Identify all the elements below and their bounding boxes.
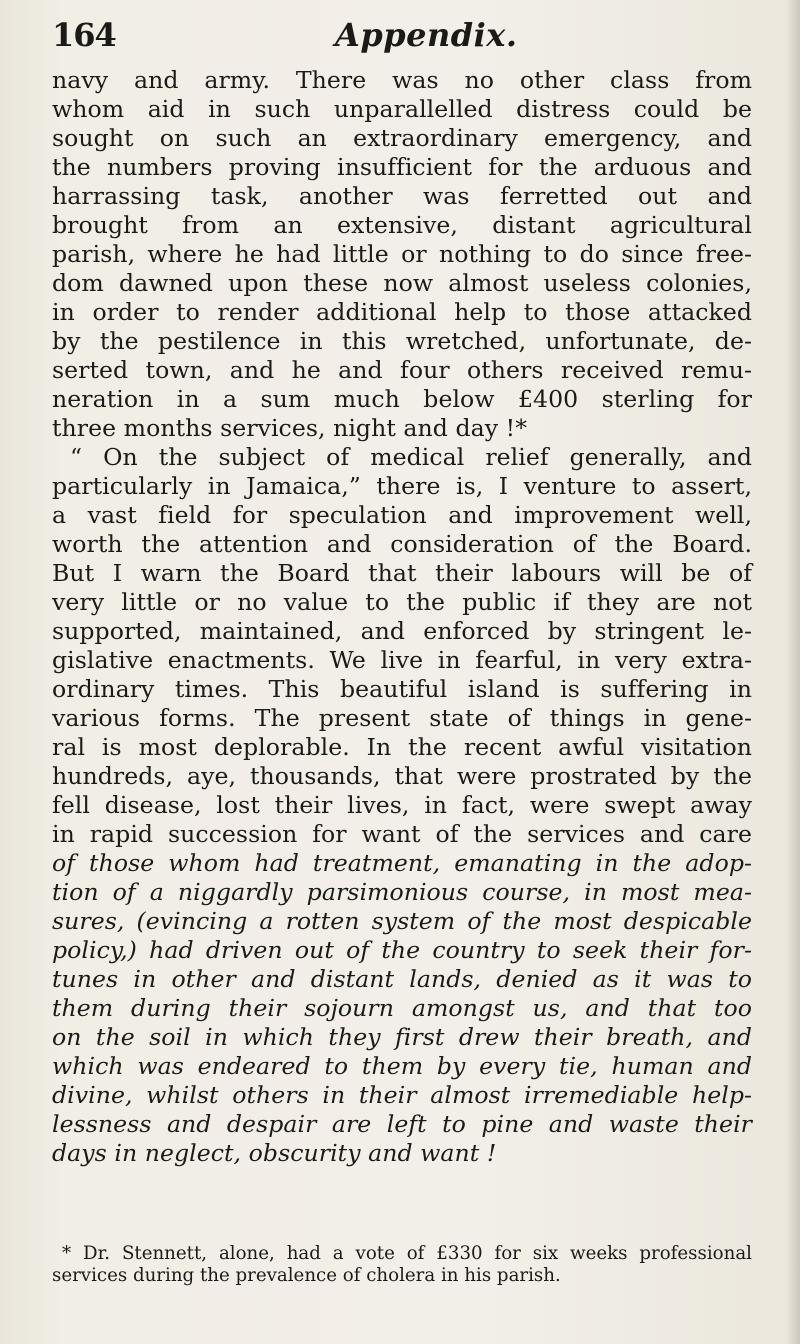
text-line: of those whom had treatment, emanating in the adop- [52,849,752,877]
text-line: policy,) had driven out of the country to seek their for- [52,936,752,964]
footnote [52,1243,752,1287]
text-line: in order to render additional help to those attacked [52,298,752,326]
text-line: navy and army. There was no other class from [52,66,752,94]
text-line: serted town, and he and four others received remu- [52,356,752,384]
text-line: ordinary times. This beautiful island is suffering in [52,675,752,703]
body-text [52,66,752,1168]
text-line: tunes in other and distant lands, denied as it was to [52,965,752,993]
page-header [52,10,752,60]
text-line: gislative enactments. We live in fearful, in very extra- [52,646,752,674]
text-line: ral is most deplorable. In the recent awful visitation [52,733,752,761]
text-line: in rapid succession for want of the services and care [52,820,752,848]
text-line: hundreds, aye, thousands, that were prostrated by the [52,762,752,790]
text-line: lessness and despair are left to pine and waste their [52,1110,752,1138]
text-line: brought from an extensive, distant agricultural [52,211,752,239]
text-line: divine, whilst others in their almost irremediable help- [52,1081,752,1109]
text-line: tion of a niggardly parsimonious course, in most mea- [52,878,752,906]
text-line: various forms. The present state of things in gene- [52,704,752,732]
text-line: sought on such an extraordinary emergency, and [52,124,752,152]
running-head: Appendix. [335,16,518,54]
footnote-line: services during the prevalence of cholera in his parish. [52,1265,561,1286]
text-line: days in neglect, obscurity and want ! [52,1139,497,1167]
text-line: three months services, night and day !* [52,414,528,442]
page-edge-shadow [786,0,800,1344]
text-line: whom aid in such unparallelled distress could be [52,95,752,123]
text-line: the numbers proving insufficient for the arduous and [52,153,752,181]
text-line: neration in a sum much below £400 sterling for [52,385,752,413]
text-line: dom dawned upon these now almost useless colonies, [52,269,752,297]
page-number: 164 [52,16,116,54]
text-line: by the pestilence in this wretched, unfortunate, de- [52,327,752,355]
text-line: on the soil in which they first drew their breath, and [52,1023,752,1051]
text-line: parish, where he had little or nothing to do since free- [52,240,752,268]
text-line: fell disease, lost their lives, in fact, were swept away [52,791,752,819]
text-line: supported, maintained, and enforced by stringent le- [52,617,752,645]
text-line: sures, (evincing a rotten system of the most despicable [52,907,752,935]
text-line: “ On the subject of medical relief generally, and [70,443,752,471]
text-line: them during their sojourn amongst us, and that too [52,994,752,1022]
text-line: harrassing task, another was ferretted out and [52,182,752,210]
text-line: But I warn the Board that their labours will be of [52,559,752,587]
text-line: particularly in Jamaica,” there is, I venture to assert, [52,472,752,500]
footnote-line: * Dr. Stennett, alone, had a vote of £330 for six weeks professional [62,1243,752,1264]
text-line: worth the attention and consideration of the Board. [52,530,752,558]
text-line: very little or no value to the public if they are not [52,588,752,616]
text-line: a vast field for speculation and improvement well, [52,501,752,529]
text-line: which was endeared to them by every tie, human and [52,1052,752,1080]
